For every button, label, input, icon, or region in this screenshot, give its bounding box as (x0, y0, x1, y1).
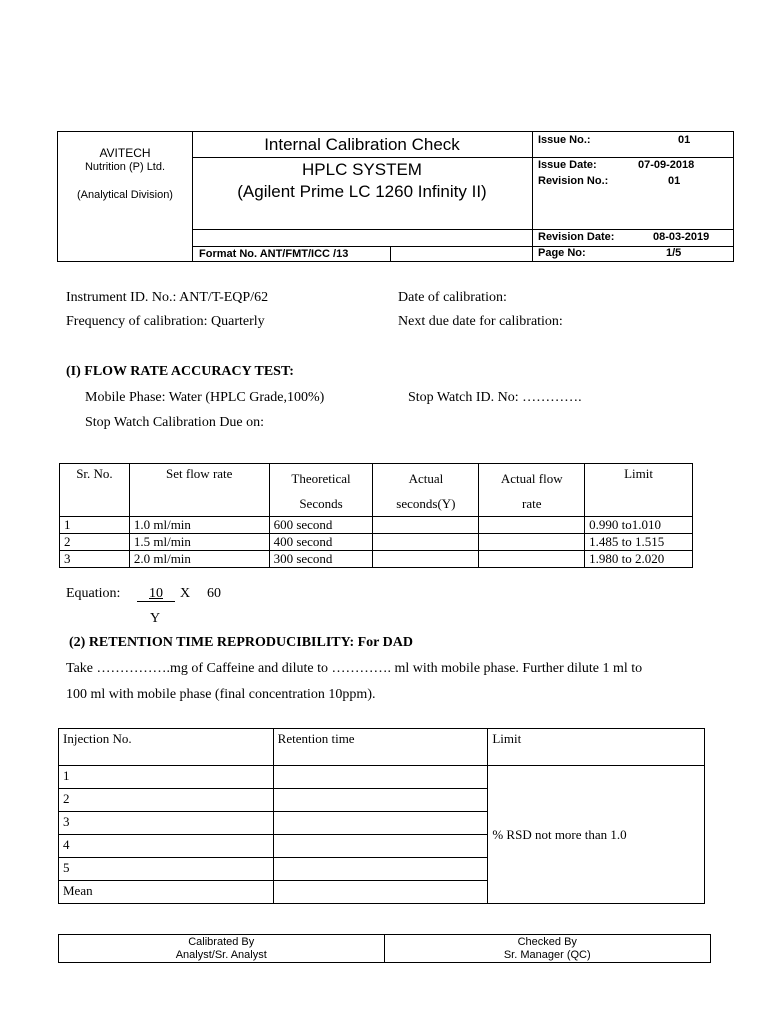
cell-limit: 1.485 to 1.515 (585, 534, 693, 551)
equation-multiply: X (180, 586, 191, 601)
cell-flow: 2.0 ml/min (129, 551, 269, 568)
checked-by-label: Checked By (517, 935, 577, 948)
revision-date-label: Revision Date: (538, 231, 615, 243)
cell-retention[interactable] (273, 858, 488, 881)
cell-theoretical: 300 second (269, 551, 373, 568)
table-row (60, 517, 693, 534)
cell-retention[interactable] (273, 766, 488, 789)
cell-injection: 4 (59, 835, 274, 858)
document-header (57, 131, 734, 262)
cell-retention[interactable] (273, 789, 488, 812)
cell-retention[interactable] (273, 835, 488, 858)
equation-label: Equation: (66, 586, 121, 601)
cell-injection: 1 (59, 766, 274, 789)
cell-sr: 1 (60, 517, 130, 534)
col-header-actual-line1: Actual (408, 471, 444, 486)
cell-retention[interactable] (273, 881, 488, 904)
section-2-heading: (2) RETENTION TIME REPRODUCIBILITY: For DAD (69, 635, 413, 650)
issue-date-label: Issue Date: (538, 159, 597, 171)
cell-limit: % RSD not more than 1.0 (488, 766, 705, 904)
cell-flow: 1.5 ml/min (129, 534, 269, 551)
company-name: AVITECH (99, 146, 151, 160)
calibration-frequency: Frequency of calibration: Quarterly (66, 314, 265, 329)
checked-by-cell (384, 935, 711, 963)
cell-theoretical: 600 second (269, 517, 373, 534)
col-header-retention: Retention time (273, 729, 488, 766)
equation-numerator-value: 10 (149, 586, 163, 601)
cell-injection: 3 (59, 812, 274, 835)
stop-watch-due: Stop Watch Calibration Due on: (85, 415, 265, 430)
equation-sixty: 60 (207, 586, 221, 601)
cell-limit: 0.990 to1.010 (585, 517, 693, 534)
date-of-calibration: Date of calibration: (398, 290, 507, 305)
col-header-actual-flow-line1: Actual flow (500, 471, 563, 486)
col-header-theoretical-line1: Theoretical (291, 471, 351, 486)
cell-sr: 3 (60, 551, 130, 568)
cell-actual[interactable] (373, 551, 479, 568)
table-row (59, 766, 705, 789)
col-header-actual-flow-line2: rate (521, 496, 542, 511)
issue-no-label: Issue No.: (538, 134, 591, 146)
cell-retention[interactable] (273, 812, 488, 835)
calibrated-by-cell (59, 935, 385, 963)
division-label: (Analytical Division) (77, 189, 173, 201)
cell-theoretical: 400 second (269, 534, 373, 551)
cell-injection: Mean (59, 881, 274, 904)
table-row (60, 534, 693, 551)
col-header-limit: Limit (488, 729, 705, 766)
cell-actual[interactable] (373, 534, 479, 551)
stop-watch-id: Stop Watch ID. No: …………. (408, 390, 582, 405)
doc-title-system: HPLC SYSTEM (302, 160, 422, 179)
table-row (60, 551, 693, 568)
cell-limit: 1.980 to 2.020 (585, 551, 693, 568)
issue-date-value: 07-09-2018 (638, 159, 695, 171)
cell-sr: 2 (60, 534, 130, 551)
retention-time-table (58, 728, 705, 904)
col-header-theoretical-line2: Seconds (299, 496, 343, 511)
instrument-id: Instrument ID. No.: ANT/T-EQP/62 (66, 290, 269, 305)
page-no-label: Page No: (538, 247, 586, 259)
equation-numerator (137, 586, 175, 602)
col-header-actual-flow (479, 464, 585, 517)
col-header-actual (373, 464, 479, 517)
cell-injection: 5 (59, 858, 274, 881)
cell-flow: 1.0 ml/min (129, 517, 269, 534)
cell-actual-flow[interactable] (479, 517, 585, 534)
format-number: Format No. ANT/FMT/ICC /13 (199, 248, 349, 260)
revision-date-value: 08-03-2019 (653, 231, 710, 243)
equation-denominator: Y (150, 611, 161, 626)
page-no-value: 1/5 (666, 247, 682, 259)
section-1-heading: (I) FLOW RATE ACCURACY TEST: (66, 364, 294, 379)
company-subtitle: Nutrition (P) Ltd. (84, 161, 166, 173)
cell-actual[interactable] (373, 517, 479, 534)
section-2-para-line2: 100 ml with mobile phase (final concentration 10ppm). (66, 687, 376, 702)
col-header-set-flow: Set flow rate (129, 464, 269, 517)
issue-no-value: 01 (678, 134, 691, 146)
section-2-para-line1: Take …………….mg of Caffeine and dilute to …………. ml with mobile phase. Further dilute 1 ml to (66, 661, 643, 676)
mobile-phase: Mobile Phase: Water (HPLC Grade,100%) (85, 390, 325, 405)
flow-rate-table (59, 463, 693, 568)
col-header-injection: Injection No. (59, 729, 274, 766)
col-header-sr-no: Sr. No. (60, 464, 130, 517)
cell-actual-flow[interactable] (479, 551, 585, 568)
doc-title-model: (Agilent Prime LC 1260 Infinity II) (237, 182, 487, 201)
col-header-limit: Limit (585, 464, 693, 517)
calibrated-by-label: Calibrated By (188, 935, 255, 948)
cell-injection: 2 (59, 789, 274, 812)
doc-title: Internal Calibration Check (264, 135, 460, 154)
revision-no-value: 01 (668, 175, 681, 187)
calibrated-by-role: Analyst/Sr. Analyst (175, 948, 267, 961)
checked-by-role: Sr. Manager (QC) (503, 948, 591, 961)
signature-table (58, 934, 711, 963)
cell-actual-flow[interactable] (479, 534, 585, 551)
col-header-theoretical (269, 464, 373, 517)
next-due-date: Next due date for calibration: (398, 314, 563, 329)
revision-no-label: Revision No.: (538, 175, 609, 187)
col-header-actual-line2: seconds(Y) (396, 496, 456, 511)
